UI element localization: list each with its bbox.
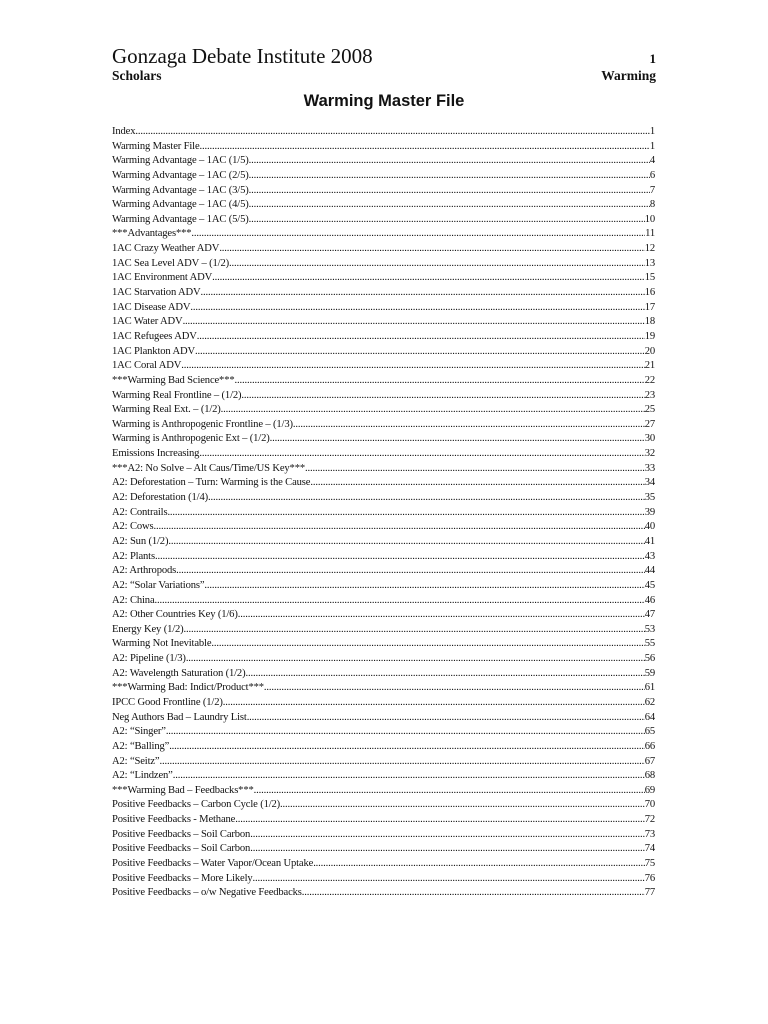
toc-leader-dots [176, 564, 645, 579]
toc-leader-dots [181, 359, 644, 374]
toc-entry[interactable] [112, 447, 655, 462]
toc-entry[interactable] [112, 725, 655, 740]
toc-entry-label[interactable]: Positive Feedbacks – Soil Carbon [112, 843, 251, 855]
toc-entry-page[interactable]: 53 [644, 623, 655, 635]
toc-leader-dots [254, 784, 645, 799]
table-of-contents [112, 125, 655, 901]
toc-entry-page[interactable]: 62 [644, 696, 655, 708]
toc-entry[interactable] [112, 857, 655, 872]
toc-entry-label[interactable]: A2: Wavelength Saturation (1/2) [112, 667, 246, 679]
toc-entry-label[interactable]: ***Warming Bad Science*** [112, 374, 235, 386]
toc-leader-dots [135, 125, 649, 140]
toc-entry-page[interactable]: 25 [644, 404, 655, 416]
toc-leader-dots [221, 403, 645, 418]
toc-entry-page[interactable]: 21 [644, 360, 655, 372]
toc-entry[interactable] [112, 813, 655, 828]
toc-entry-label[interactable]: A2: China [112, 594, 155, 606]
toc-entry-page[interactable]: 17 [644, 301, 655, 313]
toc-entry[interactable] [112, 315, 655, 330]
toc-entry-label[interactable]: A2: Sun (1/2) [112, 535, 169, 547]
toc-entry-page[interactable]: 13 [644, 257, 655, 269]
toc-entry-label[interactable]: Warming Advantage – 1AC (5/5) [112, 213, 249, 225]
toc-entry[interactable] [112, 564, 655, 579]
toc-entry[interactable] [112, 711, 655, 726]
toc-entry-label[interactable]: Positive Feedbacks – Soil Carbon [112, 828, 251, 840]
toc-entry-page[interactable]: 45 [644, 579, 655, 591]
toc-entry[interactable] [112, 389, 655, 404]
toc-leader-dots [302, 886, 645, 901]
toc-leader-dots [223, 696, 645, 711]
toc-entry-page[interactable]: 44 [644, 565, 655, 577]
toc-entry[interactable] [112, 755, 655, 770]
toc-leader-dots [173, 769, 645, 784]
toc-entry-label[interactable]: A2: “Solar Variations” [112, 579, 205, 591]
toc-entry-page[interactable]: 77 [644, 887, 655, 899]
toc-entry-page[interactable]: 61 [644, 682, 655, 694]
toc-entry-label[interactable]: Warming Advantage – 1AC (4/5) [112, 199, 249, 211]
toc-entry-page[interactable]: 27 [644, 418, 655, 430]
toc-entry[interactable] [112, 784, 655, 799]
toc-entry-page[interactable]: 22 [644, 374, 655, 386]
toc-leader-dots [235, 813, 645, 828]
toc-entry[interactable] [112, 476, 655, 491]
toc-leader-dots [229, 257, 645, 272]
toc-entry[interactable] [112, 594, 655, 609]
toc-entry-label[interactable]: Warming is Anthropogenic Frontline – (1/3) [112, 418, 293, 430]
toc-leader-dots [183, 315, 645, 330]
toc-entry-label[interactable]: ***Advantages*** [112, 228, 192, 240]
toc-entry-page[interactable]: 11 [645, 228, 655, 240]
toc-entry-page[interactable]: 34 [644, 477, 655, 489]
toc-entry-label[interactable]: Positive Feedbacks – More Likely [112, 872, 253, 884]
toc-entry-label[interactable]: Positive Feedbacks – Water Vapor/Ocean Uptake [112, 858, 314, 870]
toc-entry[interactable] [112, 140, 655, 155]
toc-entry[interactable] [112, 286, 655, 301]
toc-entry-label[interactable]: Positive Feedbacks – Carbon Cycle (1/2) [112, 799, 281, 811]
toc-entry-label[interactable]: A2: “Singer” [112, 726, 166, 738]
toc-leader-dots [249, 169, 650, 184]
toc-entry-label[interactable]: Positive Feedbacks – o/w Negative Feedbacks [112, 887, 302, 899]
toc-entry-page[interactable]: 69 [644, 784, 655, 796]
toc-leader-dots [191, 227, 645, 242]
toc-leader-dots [249, 198, 650, 213]
toc-entry-page[interactable]: 33 [644, 462, 655, 474]
toc-entry-label[interactable]: A2: “Balling” [112, 740, 170, 752]
toc-entry-label[interactable]: Neg Authors Bad – Laundry List [112, 711, 247, 723]
toc-entry-page[interactable]: 1 [649, 140, 655, 152]
toc-entry[interactable] [112, 462, 655, 477]
toc-entry-label[interactable]: 1AC Environment ADV [112, 272, 213, 284]
toc-entry-label[interactable]: 1AC Water ADV [112, 316, 183, 328]
toc-entry[interactable] [112, 125, 655, 140]
toc-leader-dots [166, 725, 645, 740]
toc-entry-page[interactable]: 18 [644, 316, 655, 328]
toc-entry-label[interactable]: IPCC Good Frontline (1/2) [112, 696, 223, 708]
toc-entry-label[interactable]: A2: “Seitz” [112, 755, 160, 767]
toc-entry[interactable] [112, 359, 655, 374]
toc-entry[interactable] [112, 535, 655, 550]
toc-leader-dots [184, 623, 645, 638]
toc-leader-dots [212, 271, 645, 286]
header-title: Gonzaga Debate Institute 2008 [112, 44, 373, 68]
toc-entry-page[interactable]: 30 [644, 433, 655, 445]
toc-entry-label[interactable]: A2: Plants [112, 550, 155, 562]
toc-entry-label[interactable]: A2: “Lindzen” [112, 770, 173, 782]
toc-entry[interactable] [112, 213, 655, 228]
toc-entry-label[interactable]: 1AC Coral ADV [112, 360, 182, 372]
toc-entry[interactable] [112, 403, 655, 418]
toc-entry-page[interactable]: 20 [644, 345, 655, 357]
toc-entry-label[interactable]: ***Warming Bad – Feedbacks*** [112, 784, 254, 796]
toc-entry[interactable] [112, 681, 655, 696]
toc-leader-dots [200, 140, 650, 155]
toc-entry-page[interactable]: 66 [644, 740, 655, 752]
toc-entry-label[interactable]: Energy Key (1/2) [112, 623, 184, 635]
toc-entry-page[interactable]: 72 [644, 814, 655, 826]
toc-entry-page[interactable]: 47 [644, 609, 655, 621]
toc-entry-label[interactable]: Warming Not Inevitable [112, 638, 212, 650]
header-right-label: Warming [601, 68, 656, 83]
toc-leader-dots [195, 345, 645, 360]
toc-entry[interactable] [112, 520, 655, 535]
header-left-label: Scholars [112, 68, 162, 83]
toc-entry[interactable] [112, 886, 655, 901]
toc-entry-page[interactable]: 16 [644, 287, 655, 299]
toc-entry-page[interactable]: 73 [644, 828, 655, 840]
toc-entry-page[interactable]: 39 [644, 506, 655, 518]
toc-entry-page[interactable]: 56 [644, 653, 655, 665]
toc-entry-label[interactable]: A2: Deforestation – Turn: Warming is the Cause [112, 477, 311, 489]
toc-entry-page[interactable]: 6 [649, 169, 655, 181]
toc-entry-page[interactable]: 70 [644, 799, 655, 811]
toc-entry[interactable] [112, 301, 655, 316]
toc-entry-label[interactable]: Warming Real Ext. – (1/2) [112, 404, 221, 416]
toc-entry-page[interactable]: 67 [644, 755, 655, 767]
toc-entry[interactable] [112, 740, 655, 755]
toc-leader-dots [249, 184, 650, 199]
toc-entry[interactable] [112, 330, 655, 345]
toc-entry[interactable] [112, 242, 655, 257]
toc-entry-label[interactable]: A2: Arthropods [112, 565, 177, 577]
toc-entry[interactable] [112, 271, 655, 286]
toc-entry-label[interactable]: 1AC Sea Level ADV – (1/2) [112, 257, 229, 269]
toc-leader-dots [155, 550, 645, 565]
toc-entry-label[interactable]: A2: Cows [112, 521, 154, 533]
toc-entry-label[interactable]: ***Warming Bad: Indict/Product*** [112, 682, 264, 694]
toc-entry-label[interactable]: Warming Advantage – 1AC (3/5) [112, 184, 249, 196]
toc-leader-dots [204, 579, 644, 594]
toc-entry-label[interactable]: A2: Deforestation (1/4) [112, 492, 208, 504]
toc-leader-dots [208, 491, 645, 506]
toc-entry-label[interactable]: Emissions Increasing [112, 448, 200, 460]
toc-entry[interactable] [112, 184, 655, 199]
toc-leader-dots [190, 301, 644, 316]
toc-entry-page[interactable]: 65 [644, 726, 655, 738]
toc-entry-label[interactable]: 1AC Starvation ADV [112, 287, 201, 299]
toc-entry[interactable] [112, 169, 655, 184]
toc-entry-page[interactable]: 10 [644, 213, 655, 225]
toc-entry[interactable] [112, 769, 655, 784]
toc-entry-label[interactable]: Warming Advantage – 1AC (1/5) [112, 155, 249, 167]
toc-entry[interactable] [112, 579, 655, 594]
toc-leader-dots [211, 637, 644, 652]
toc-entry-label[interactable]: A2: Contrails [112, 506, 168, 518]
toc-leader-dots [249, 154, 650, 169]
toc-entry-page[interactable]: 19 [644, 330, 655, 342]
toc-entry[interactable] [112, 491, 655, 506]
toc-entry-page[interactable]: 75 [644, 858, 655, 870]
toc-leader-dots [186, 652, 645, 667]
toc-leader-dots [219, 242, 644, 257]
toc-entry-label[interactable]: 1AC Plankton ADV [112, 345, 195, 357]
toc-leader-dots [197, 330, 645, 345]
toc-leader-dots [235, 374, 645, 389]
toc-entry-label[interactable]: Index [112, 126, 136, 137]
toc-entry-label[interactable]: 1AC Disease ADV [112, 301, 191, 313]
toc-entry-page[interactable]: 43 [644, 550, 655, 562]
toc-entry-page[interactable]: 4 [649, 155, 655, 167]
page-header [112, 44, 656, 84]
toc-leader-dots [245, 667, 644, 682]
toc-entry-label[interactable]: Warming Master File [112, 140, 200, 152]
toc-entry-page[interactable]: 55 [644, 638, 655, 650]
toc-leader-dots [313, 857, 645, 872]
toc-entry[interactable] [112, 506, 655, 521]
toc-entry[interactable] [112, 798, 655, 813]
toc-entry[interactable] [112, 623, 655, 638]
toc-entry-label[interactable]: 1AC Crazy Weather ADV [112, 243, 220, 255]
toc-leader-dots [247, 711, 645, 726]
toc-entry[interactable] [112, 696, 655, 711]
toc-entry-label[interactable]: 1AC Refugees ADV [112, 330, 197, 342]
toc-entry-page[interactable]: 41 [644, 535, 655, 547]
toc-entry[interactable] [112, 432, 655, 447]
toc-leader-dots [238, 608, 645, 623]
toc-entry-label[interactable]: A2: Other Countries Key (1/6) [112, 609, 238, 621]
toc-leader-dots [201, 286, 645, 301]
toc-entry-page[interactable]: 74 [644, 843, 655, 855]
toc-leader-dots [167, 506, 644, 521]
toc-entry-page[interactable]: 35 [644, 492, 655, 504]
toc-entry-page[interactable]: 15 [644, 272, 655, 284]
toc-leader-dots [293, 418, 645, 433]
toc-entry-page[interactable]: 64 [644, 711, 655, 723]
toc-entry[interactable] [112, 257, 655, 272]
toc-entry[interactable] [112, 828, 655, 843]
toc-entry-page[interactable]: 40 [644, 521, 655, 533]
toc-entry-page[interactable]: 68 [644, 770, 655, 782]
toc-entry-page[interactable]: 12 [644, 243, 655, 255]
toc-leader-dots [264, 681, 645, 696]
toc-entry-label[interactable]: Warming Real Frontline – (1/2) [112, 389, 242, 401]
toc-leader-dots [169, 740, 645, 755]
toc-entry[interactable] [112, 154, 655, 169]
toc-entry[interactable] [112, 418, 655, 433]
toc-entry-page[interactable]: 59 [644, 667, 655, 679]
toc-leader-dots [249, 213, 645, 228]
toc-leader-dots [168, 535, 644, 550]
toc-entry-page[interactable]: 76 [644, 872, 655, 884]
toc-entry[interactable] [112, 667, 655, 682]
toc-entry[interactable] [112, 550, 655, 565]
toc-entry[interactable] [112, 227, 655, 242]
document-title: Warming Master File [303, 92, 465, 110]
toc-entry-page[interactable]: 32 [644, 448, 655, 460]
toc-entry-page[interactable]: 23 [644, 389, 655, 401]
toc-entry[interactable] [112, 374, 655, 389]
toc-leader-dots [305, 462, 645, 477]
toc-leader-dots [250, 842, 644, 857]
header-bottom-row [112, 68, 656, 84]
toc-entry-page[interactable]: 46 [644, 594, 655, 606]
toc-entry[interactable] [112, 842, 655, 857]
toc-entry-page[interactable]: 8 [649, 199, 655, 211]
toc-leader-dots [153, 520, 644, 535]
toc-entry[interactable] [112, 198, 655, 213]
toc-entry-label[interactable]: Warming is Anthropogenic Ext – (1/2) [112, 433, 270, 445]
toc-leader-dots [310, 476, 644, 491]
toc-entry[interactable] [112, 652, 655, 667]
toc-entry-page[interactable]: 7 [649, 184, 655, 196]
toc-entry-page[interactable]: 1 [649, 126, 655, 137]
toc-leader-dots [270, 432, 645, 447]
toc-leader-dots [199, 447, 644, 462]
toc-entry[interactable] [112, 872, 655, 887]
toc-entry-label[interactable]: A2: Pipeline (1/3) [112, 653, 186, 665]
toc-entry[interactable] [112, 608, 655, 623]
toc-entry-label[interactable]: ***A2: No Solve – Alt Caus/Time/US Key*** [112, 462, 305, 474]
toc-leader-dots [253, 872, 645, 887]
header-page-number: 1 [649, 51, 656, 66]
toc-leader-dots [280, 798, 645, 813]
toc-entry[interactable] [112, 345, 655, 360]
toc-leader-dots [155, 594, 645, 609]
header-top-row [112, 44, 656, 68]
toc-leader-dots [241, 389, 644, 404]
toc-entry-label[interactable]: Positive Feedbacks - Methane [112, 814, 236, 826]
toc-entry[interactable] [112, 637, 655, 652]
toc-leader-dots [250, 828, 644, 843]
toc-leader-dots [159, 755, 644, 770]
toc-entry-label[interactable]: Warming Advantage – 1AC (2/5) [112, 169, 249, 181]
